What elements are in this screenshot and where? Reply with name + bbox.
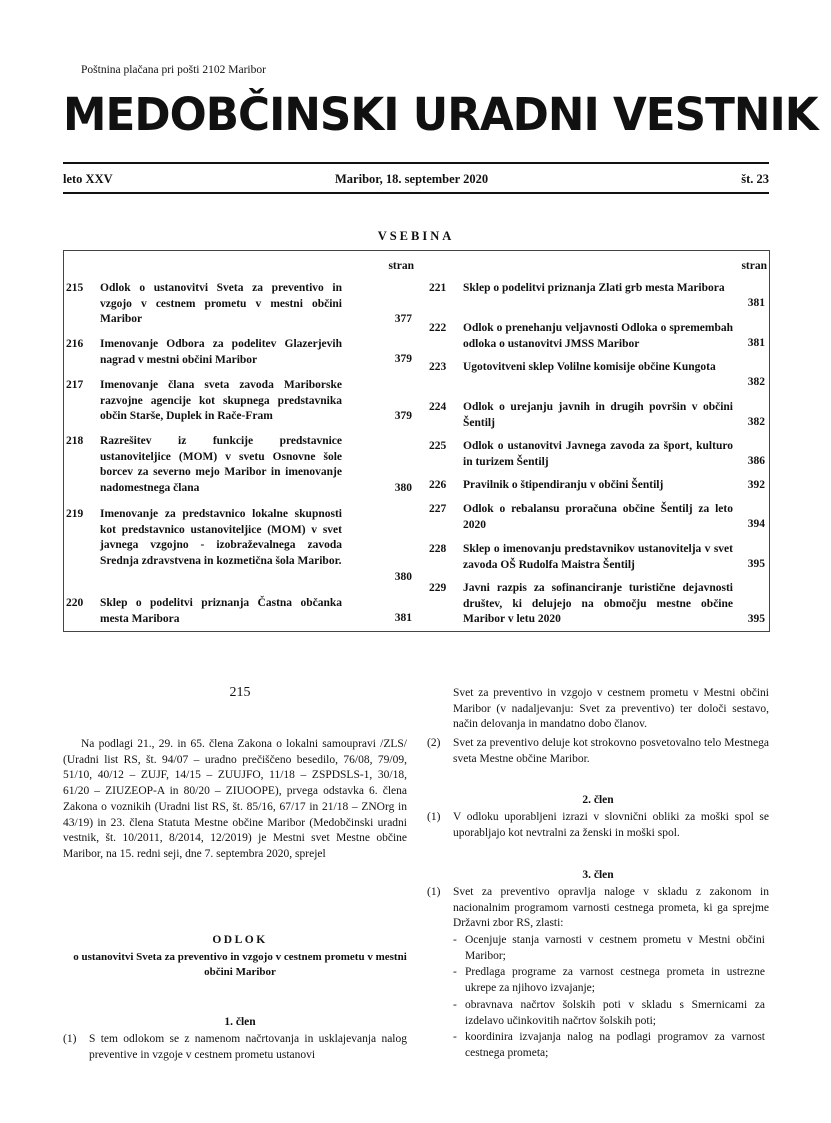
toc-entry-number: 226 <box>429 479 447 491</box>
paragraph-1-1 <box>63 1032 407 1066</box>
toc-entry-page: 382 <box>747 376 765 388</box>
paragraph-number: (1) <box>427 811 441 823</box>
toc-entry-number: 220 <box>66 597 84 609</box>
section-heading-clen-2: 2. člen <box>582 794 614 806</box>
document-type-title: ODLOK <box>212 934 268 946</box>
toc-entry-page: 381 <box>747 297 765 309</box>
paragraph-1-1-continued: Svet za preventivo in vzgojo v cestnem prometu v Mestni občini Maribor (v nadaljevanju: Svet za preventivo) ter določi sestavo, način delovanja in mandatno dobo članov. <box>453 687 769 731</box>
toc-entry-title: Ugotovitveni sklep Volilne komisije občine Kungota <box>463 361 716 373</box>
toc-entry-number: 225 <box>429 440 447 452</box>
toc-entry-number: 216 <box>66 338 84 350</box>
section-heading-clen-3: 3. člen <box>582 869 614 881</box>
toc-entry-title: Sklep o podelitvi priznanja Častna občanka mesta Maribora <box>100 597 342 625</box>
paragraph-1-2 <box>427 736 769 770</box>
page-column-label: stran <box>741 260 767 272</box>
page-column-label: stran <box>388 260 414 272</box>
toc-entry-number: 221 <box>429 282 447 294</box>
bullet-dash: - <box>453 1031 457 1043</box>
table-of-contents <box>63 250 770 632</box>
toc-entry-title: Imenovanje za predstavnico lokalne skupnosti kot predstavnico ustanoviteljice (MOM) v svet javnega vzgojno - izobraževalnega zavoda Srednja zdravstvena in kozmetična šola Maribor. <box>100 508 342 567</box>
header-rule-top <box>63 162 769 164</box>
toc-entry-page: 377 <box>394 313 412 325</box>
paragraph-3-1 <box>427 885 769 935</box>
volume-year: leto XXV <box>63 172 113 186</box>
contents-heading: VSEBINA <box>377 229 455 243</box>
toc-entry-page: 395 <box>747 558 765 570</box>
toc-entry-number: 223 <box>429 361 447 373</box>
toc-entry-title: Imenovanje Odbora za podelitev Glazerjevih nagrad v mestni občini Maribor <box>100 338 342 366</box>
preamble-paragraph: Na podlagi 21., 29. in 65. člena Zakona o lokalni samoupravi /ZLS/ (Uradni list RS, št. 94/07 – uradno prečiščeno besedilo, 76/08, 79/09, 51/10, 40/12 – ZUJF, 14/15 – ZUUJFO, 11/18 – ZSPDSLS-1, 30/18, 61/20 – ZIUZEOP-A in 80/20 – ZIUOOPE), prvega odstavka 6. člena Zakona o voznikih (Uradni list RS, št. 85/16, 67/17 in 21/18 – ZNOrg in 43/19) in 23. člena Statuta Mestne občine Maribor (Medobčinski uradni vestnik, št. 10/2011, 8/2014, 12/2019) je Mestni svet Mestne občine Maribor, na 15. redni seji, dne 7. septembra 2020, sprejel <box>63 738 407 860</box>
toc-entry-page: 380 <box>394 482 412 494</box>
masthead-title: MEDOBČINSKI URADNI VESTNIK <box>63 88 818 141</box>
paragraph-number: (1) <box>63 1033 77 1045</box>
toc-entry-number: 219 <box>66 508 84 520</box>
toc-entry-number: 222 <box>429 322 447 334</box>
paragraph-number: (1) <box>427 886 441 898</box>
toc-entry-page: 386 <box>747 455 765 467</box>
paragraph-text: Svet za preventivo opravlja naloge v skladu z zakonom in nacionalnim programom varnosti cestnega prometa, ki ga sprejme Državni zbor RS, zlasti: <box>453 886 769 930</box>
toc-entry-title: Imenovanje člana sveta zavoda Mariborske razvojne agencije kot skupnega predstavnika občin Starše, Duplek in Rače-Fram <box>100 379 342 422</box>
article-number: 215 <box>229 685 251 700</box>
toc-entry-title: Razrešitev iz funkcije predstavnice ustanoviteljice (MOM) v svetu Osnovne šole borcev za severno mejo Maribor in imenovanje nadomestnega člana <box>100 435 342 494</box>
toc-entry-title: Pravilnik o štipendiranju v občini Šentilj <box>463 479 664 491</box>
toc-entry-page: 381 <box>747 337 765 349</box>
bullet-dash: - <box>453 999 457 1011</box>
header-rule-bottom <box>63 192 769 194</box>
list-item-text: Ocenjuje stanja varnosti v cestnem prometu v Mestni občini Maribor; <box>465 934 765 962</box>
duties-list <box>453 933 769 1093</box>
toc-entry-number: 215 <box>66 282 84 294</box>
postage-note: Poštnina plačana pri pošti 2102 Maribor <box>81 64 266 76</box>
toc-entry-title: Sklep o podelitvi priznanja Zlati grb mesta Maribora <box>463 282 725 294</box>
toc-entry-page: 392 <box>747 479 765 491</box>
toc-entry-title: Odlok o prenehanju veljavnosti Odloka o spremembah odloka o ustanovitvi JMSS Maribor <box>463 322 733 350</box>
document-subtitle: o ustanovitvi Sveta za preventivo in vzgojo v cestnem prometu v mestni občini Maribor <box>73 951 407 978</box>
toc-entry-number: 228 <box>429 543 447 555</box>
toc-entry-page: 382 <box>747 416 765 428</box>
paragraph-2-1 <box>427 810 769 844</box>
bullet-dash: - <box>453 934 457 946</box>
toc-entry-page: 381 <box>394 612 412 624</box>
paragraph-text: V odloku uporabljeni izrazi v slovnični obliki za moški spol se uporabljajo kot nevtralni za ženski in moški spol. <box>453 811 769 839</box>
toc-entry-title: Javni razpis za sofinanciranje turistične dejavnosti društev, ki delujejo na območju mestne občine Maribor v letu 2020 <box>463 582 733 625</box>
paragraph-number: (2) <box>427 737 441 749</box>
toc-entry-page: 394 <box>747 518 765 530</box>
toc-entry-title: Sklep o imenovanju predstavnikov ustanovitelja v svet zavoda OŠ Rudolfa Maistra Šentilj <box>463 543 733 571</box>
paragraph-text: Svet za preventivo deluje kot strokovno posvetovalno telo Mestnega sveta Mestne občine Maribor. <box>453 737 769 765</box>
toc-entry-title: Odlok o ustanovitvi Sveta za preventivo in vzgojo v cestnem prometu v mestni občini Maribor <box>100 282 342 325</box>
toc-entry-title: Odlok o ustanovitvi Javnega zavoda za šport, kulturo in turizem Šentilj <box>463 440 733 468</box>
toc-entry-number: 218 <box>66 435 84 447</box>
toc-entry-title: Odlok o urejanju javnih in drugih površin v občini Šentilj <box>463 401 733 429</box>
section-heading-clen-1: 1. člen <box>224 1016 256 1028</box>
paragraph-text: S tem odlokom se z namenom načrtovanja in usklajevanja nalog preventive in vzgoje v cestnem prometu ustanovi <box>89 1033 407 1061</box>
bullet-dash: - <box>453 966 457 978</box>
toc-entry-page: 380 <box>394 571 412 583</box>
toc-entry-number: 224 <box>429 401 447 413</box>
toc-entry-page: 395 <box>747 613 765 625</box>
toc-entry-number: 217 <box>66 379 84 391</box>
issue-number: št. 23 <box>741 172 769 186</box>
list-item-text: obravnava načrtov šolskih poti v skladu s Smernicami za izdelavo učinkovitih načrtov šolskih poti; <box>465 999 765 1027</box>
toc-entry-number: 227 <box>429 503 447 515</box>
issue-date: Maribor, 18. september 2020 <box>335 172 489 186</box>
toc-entry-number: 229 <box>429 582 447 594</box>
toc-entry-page: 379 <box>394 353 412 365</box>
list-item-text: koordinira izvajanja nalog na podlagi programov za varnost cestnega prometa; <box>465 1031 765 1059</box>
toc-entry-page: 379 <box>394 410 412 422</box>
toc-entry-title: Odlok o rebalansu proračuna občine Šentilj za leto 2020 <box>463 503 733 531</box>
list-item-text: Predlaga programe za varnost cestnega prometa in ustrezne ukrepe za njihovo izvajanje; <box>465 966 765 994</box>
